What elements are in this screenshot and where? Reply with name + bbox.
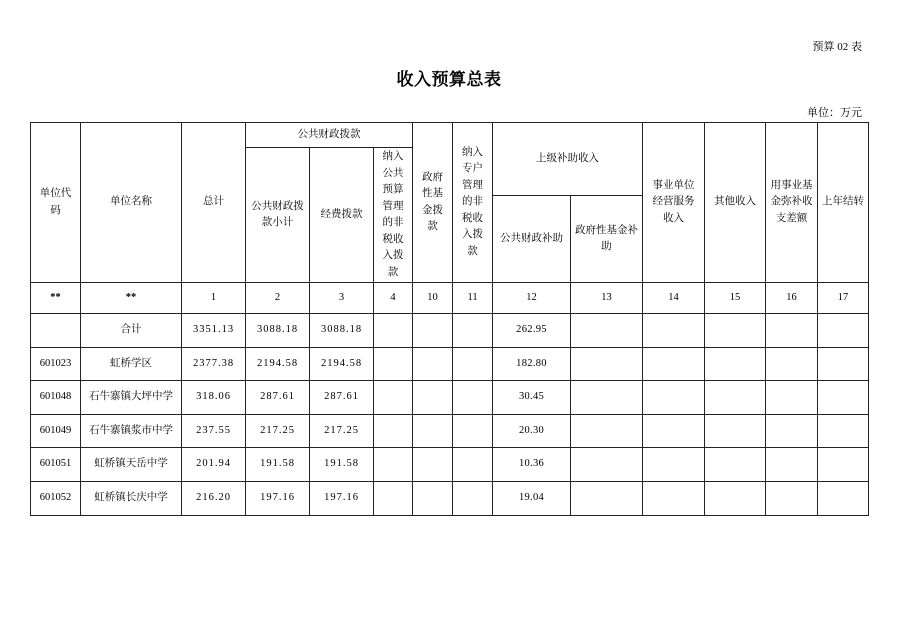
header-fund-offset (766, 123, 818, 283)
header-nontax-special-account (453, 123, 493, 283)
cell-fund-offset (766, 381, 818, 415)
cell-gov-fund-subsidy (571, 414, 643, 448)
cell-nontax-special-account (453, 381, 493, 415)
cell-business-income (643, 347, 705, 381)
cell-business-income (643, 414, 705, 448)
cell-public-finance-subsidy: 182.80 (493, 347, 571, 381)
cell-gov-fund-subsidy (571, 481, 643, 515)
cell-gov-fund-subsidy (571, 381, 643, 415)
cell-funding: 3088.18 (310, 314, 374, 348)
header-nontax-public-budget-label: 纳入公共预算管理的非税收入拨款 (382, 151, 404, 278)
header-upper-subsidy: 上级补助收入 (493, 123, 643, 196)
index-cell: 15 (705, 283, 766, 314)
header-gov-fund-subsidy-label: 政府性基金补助 (575, 224, 639, 252)
cell-business-income (643, 381, 705, 415)
header-funding: 经费拨款 (310, 148, 374, 283)
cell-gov-fund-subsidy (571, 347, 643, 381)
table-row (31, 314, 869, 348)
cell-carry-over (818, 381, 869, 415)
cell-funding: 217.25 (310, 414, 374, 448)
cell-gov-fund (413, 381, 453, 415)
table-row (31, 381, 869, 415)
cell-unit-name: 合计 (81, 314, 182, 348)
cell-funding: 287.61 (310, 381, 374, 415)
cell-other-income (705, 381, 766, 415)
cell-total: 216.20 (182, 481, 246, 515)
cell-unit-code: 601049 (31, 414, 81, 448)
cell-carry-over (818, 414, 869, 448)
cell-nontax-public-budget (374, 347, 413, 381)
header-total: 总计 (182, 123, 246, 283)
cell-business-income (643, 314, 705, 348)
cell-carry-over (818, 347, 869, 381)
cell-public-finance-subtotal: 287.61 (246, 381, 310, 415)
cell-carry-over (818, 314, 869, 348)
cell-nontax-public-budget (374, 381, 413, 415)
cell-total: 2377.38 (182, 347, 246, 381)
header-business-income-label: 事业单位经营服务收入 (652, 179, 695, 224)
header-public-finance-subtotal-label: 公共财政拨款小计 (251, 200, 304, 228)
cell-other-income (705, 347, 766, 381)
table-row (31, 481, 869, 515)
cell-public-finance-subsidy: 262.95 (493, 314, 571, 348)
cell-nontax-special-account (453, 347, 493, 381)
table-row (31, 448, 869, 482)
table-row (31, 414, 869, 448)
cell-public-finance-subsidy: 10.36 (493, 448, 571, 482)
header-carry-over: 上年结转 (818, 123, 869, 283)
index-cell: 14 (643, 283, 705, 314)
cell-fund-offset (766, 347, 818, 381)
cell-gov-fund (413, 347, 453, 381)
cell-fund-offset (766, 481, 818, 515)
header-other-income: 其他收入 (705, 123, 766, 283)
header-nontax-public-budget (374, 148, 413, 283)
index-cell: 3 (310, 283, 374, 314)
cell-nontax-special-account (453, 314, 493, 348)
header-nontax-special-account-label: 纳入专户管理的非税收入拨款 (462, 146, 484, 257)
header-public-finance-subtotal (246, 148, 310, 283)
index-cell: 4 (374, 283, 413, 314)
header-public-finance-subsidy: 公共财政补助 (493, 196, 571, 283)
cell-business-income (643, 448, 705, 482)
cell-gov-fund (413, 481, 453, 515)
header-unit-code (31, 123, 81, 283)
table-row (31, 347, 869, 381)
form-number-label: 预算 02 表 (812, 41, 862, 53)
cell-public-finance-subtotal: 197.16 (246, 481, 310, 515)
cell-nontax-special-account (453, 414, 493, 448)
cell-nontax-public-budget (374, 448, 413, 482)
cell-other-income (705, 314, 766, 348)
header-business-income (643, 123, 705, 283)
index-cell: 1 (182, 283, 246, 314)
cell-funding: 191.58 (310, 448, 374, 482)
cell-nontax-public-budget (374, 481, 413, 515)
cell-fund-offset (766, 448, 818, 482)
cell-nontax-public-budget (374, 314, 413, 348)
cell-public-finance-subtotal: 3088.18 (246, 314, 310, 348)
cell-nontax-special-account (453, 448, 493, 482)
cell-unit-code: 601048 (31, 381, 81, 415)
index-cell: 10 (413, 283, 453, 314)
index-cell: 16 (766, 283, 818, 314)
cell-total: 3351.13 (182, 314, 246, 348)
page-title: 收入预算总表 (396, 70, 502, 89)
cell-public-finance-subtotal: 217.25 (246, 414, 310, 448)
cell-unit-name: 石牛寨镇大坪中学 (81, 381, 182, 415)
index-cell: 11 (453, 283, 493, 314)
header-gov-fund (413, 123, 453, 283)
cell-funding: 2194.58 (310, 347, 374, 381)
index-cell: ** (31, 283, 81, 314)
cell-public-finance-subsidy: 30.45 (493, 381, 571, 415)
header-gov-fund-subsidy (571, 196, 643, 283)
index-row (31, 283, 869, 314)
cell-gov-fund (413, 448, 453, 482)
cell-public-finance-subtotal: 191.58 (246, 448, 310, 482)
cell-gov-fund-subsidy (571, 314, 643, 348)
cell-public-finance-subsidy: 20.30 (493, 414, 571, 448)
cell-fund-offset (766, 414, 818, 448)
index-cell: ** (81, 283, 182, 314)
cell-unit-name: 石牛寨镇浆市中学 (81, 414, 182, 448)
header-public-finance: 公共财政拨款 (246, 123, 413, 148)
cell-public-finance-subsidy: 19.04 (493, 481, 571, 515)
header-gov-fund-label: 政府性基金拨款 (422, 171, 444, 232)
cell-business-income (643, 481, 705, 515)
cell-funding: 197.16 (310, 481, 374, 515)
cell-public-finance-subtotal: 2194.58 (246, 347, 310, 381)
cell-gov-fund (413, 414, 453, 448)
cell-unit-name: 虹桥镇天岳中学 (81, 448, 182, 482)
header-fund-offset-label: 用事业基金弥补收支差额 (770, 179, 813, 224)
cell-total: 318.06 (182, 381, 246, 415)
cell-unit-code: 601051 (31, 448, 81, 482)
index-cell: 13 (571, 283, 643, 314)
cell-total: 237.55 (182, 414, 246, 448)
cell-unit-name: 虹桥学区 (81, 347, 182, 381)
table-header (31, 123, 869, 283)
cell-other-income (705, 481, 766, 515)
index-cell: 17 (818, 283, 869, 314)
cell-unit-code: 601052 (31, 481, 81, 515)
index-cell: 2 (246, 283, 310, 314)
unit-label: 单位：万元 (807, 107, 862, 119)
table-body (31, 283, 869, 516)
cell-total: 201.94 (182, 448, 246, 482)
cell-other-income (705, 448, 766, 482)
cell-carry-over (818, 448, 869, 482)
cell-unit-name: 虹桥镇长庆中学 (81, 481, 182, 515)
cell-unit-code (31, 314, 81, 348)
income-budget-table (30, 122, 869, 516)
cell-other-income (705, 414, 766, 448)
cell-carry-over (818, 481, 869, 515)
cell-nontax-public-budget (374, 414, 413, 448)
cell-gov-fund (413, 314, 453, 348)
cell-nontax-special-account (453, 481, 493, 515)
cell-unit-code: 601023 (31, 347, 81, 381)
header-unit-name: 单位名称 (81, 123, 182, 283)
index-cell: 12 (493, 283, 571, 314)
header-unit-code-label: 单位代码 (39, 188, 72, 216)
cell-gov-fund-subsidy (571, 448, 643, 482)
cell-fund-offset (766, 314, 818, 348)
